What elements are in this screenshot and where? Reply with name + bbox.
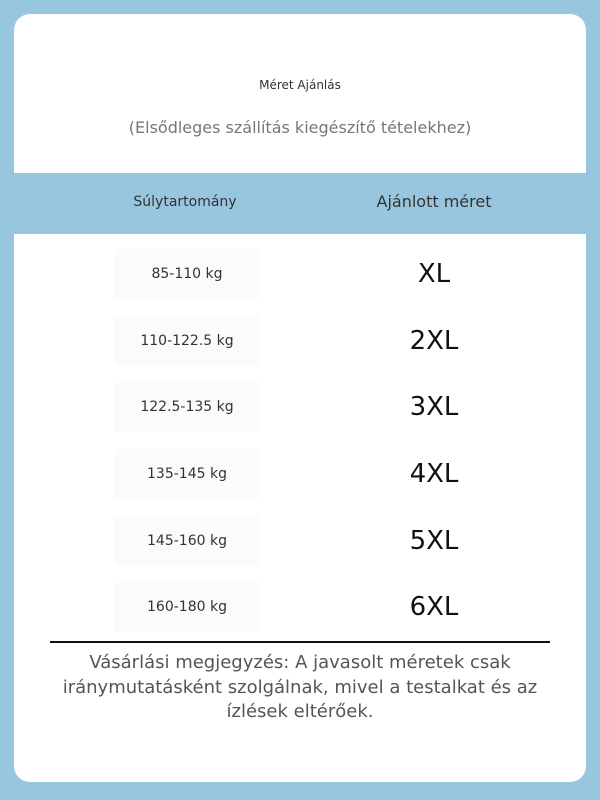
size-cell: 4XL: [409, 459, 459, 489]
table-row: [14, 449, 586, 499]
size-cell: 3XL: [409, 392, 459, 422]
size-guide-card: [14, 14, 586, 782]
weight-range-cell: 160-180 kg: [114, 582, 260, 632]
weight-range-cell: 122.5-135 kg: [114, 382, 260, 432]
weight-range-cell: 110-122.5 kg: [114, 316, 260, 366]
size-cell: 5XL: [409, 526, 459, 556]
page-subtitle: (Elsődleges szállítás kiegészítő tételekhez): [128, 118, 472, 137]
page-title: Méret Ajánlás: [259, 78, 341, 92]
table-row: [14, 582, 586, 632]
weight-range-cell: 85-110 kg: [114, 249, 260, 299]
table-row: [14, 249, 586, 299]
size-cell: 6XL: [409, 592, 459, 622]
purchase-note: Vásárlási megjegyzés: A javasolt méretek csak iránymutatásként szolgálnak, mivel a testalkat és az ízlések eltérőek.: [62, 652, 538, 722]
size-cell: XL: [417, 259, 451, 289]
table-row: [14, 516, 586, 566]
weight-column-header: Súlytartomány: [133, 194, 237, 210]
weight-range-cell: 135-145 kg: [114, 449, 260, 499]
size-column-header: Ajánlott méret: [376, 192, 492, 211]
size-cell: 2XL: [409, 326, 459, 356]
table-row: [14, 316, 586, 366]
weight-range-cell: 145-160 kg: [114, 516, 260, 566]
table-row: [14, 382, 586, 432]
divider: [50, 641, 550, 643]
table-header: [14, 173, 586, 234]
